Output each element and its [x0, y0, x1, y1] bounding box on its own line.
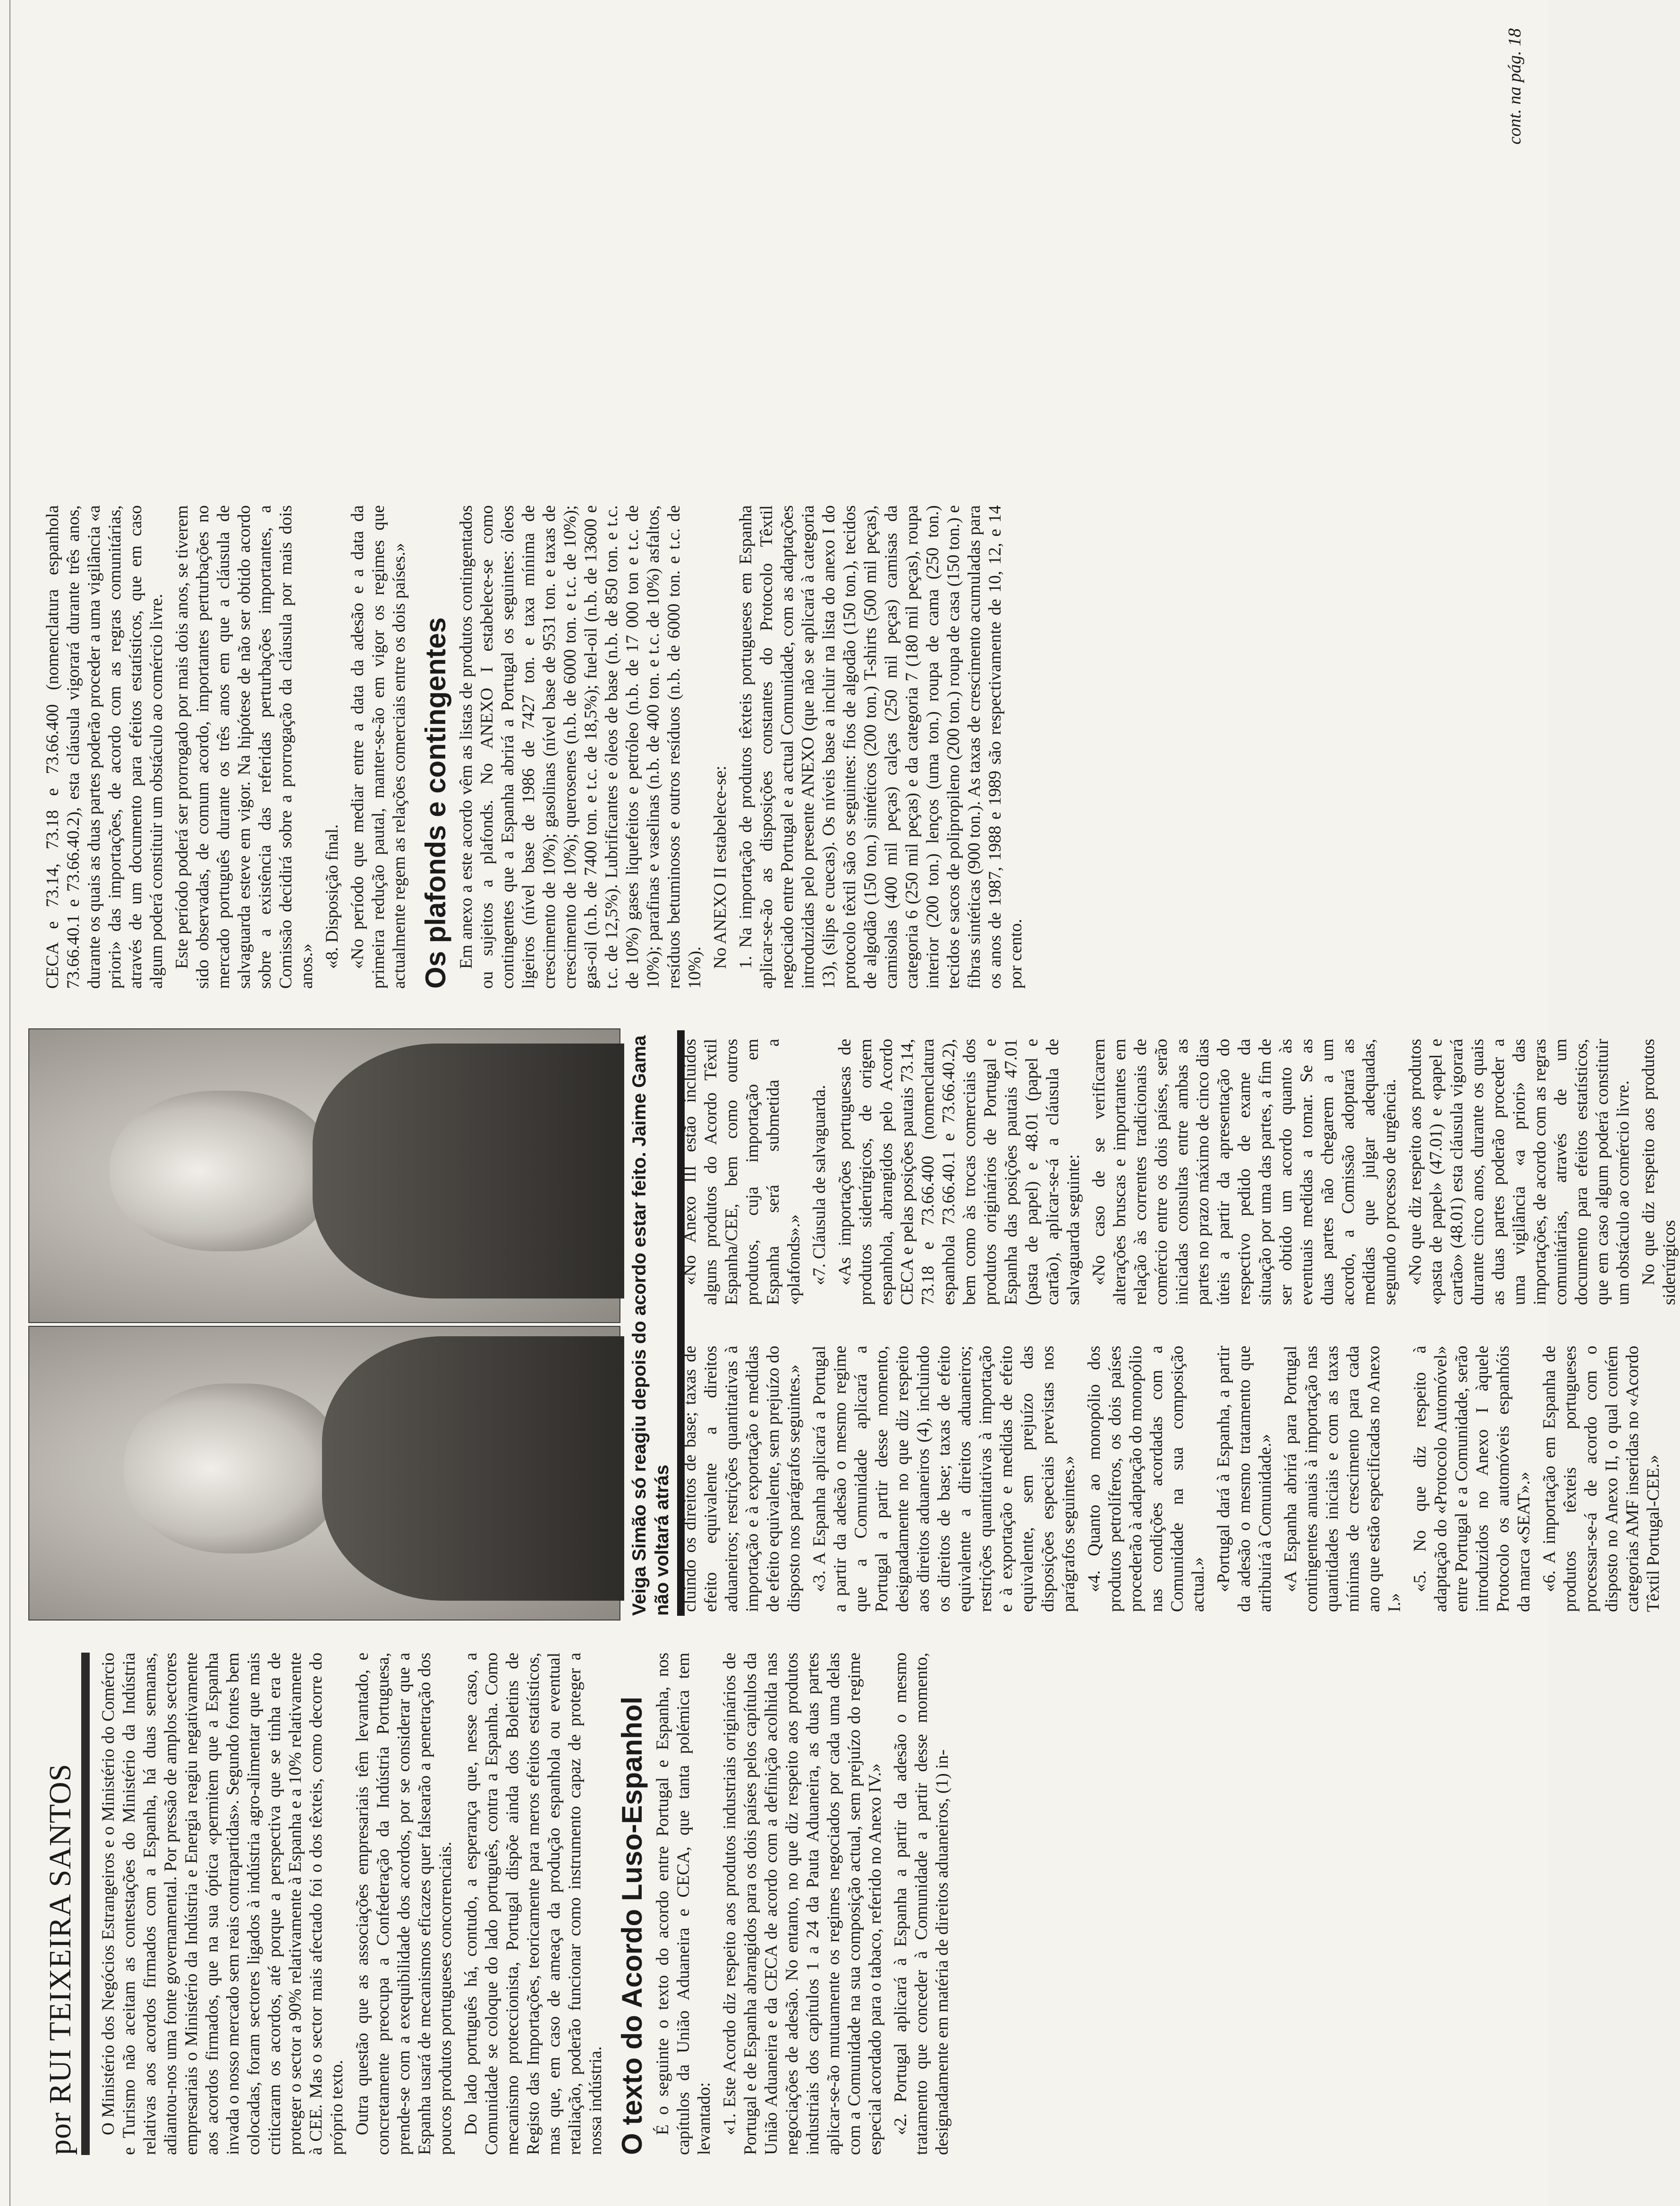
subheading-acordo: O texto do Acordo Luso-Espanhol: [616, 1696, 648, 2155]
paragraph: «As importações portuguesas de produtos siderúrgicos, de origem espanhola, abrangidos pelo Acordo CECA e pelas posições pautais 73.14, 73.18 e 73.66.400 (nomenclatura espanhola 73.66.40.1 e 73.66.40.2), bem como às trocas comerciais dos produtos originários de Portugal e Espanha das posições pautais 47.01 (pasta de papel) e 48.01 (papel e cartão), aplicar-se-á a cláusula de salvaguarda seguinte:: [835, 1039, 1083, 1305]
paragraph: CECA e 73.14, 73.18 e 73.66.400 (nomenclatura espanhola 73.66.40.1 e 73.66.40.2), esta cláusula vigorará durante três anos, durante os quais as duas partes poderão proceder a uma vigilância «a priori» das importações, de acordo com as regras comunitárias, através de um documento para efeitos estatísticos, que em caso algum poderá constituir um obstáculo ao comércio livre.: [43, 505, 166, 989]
column-3: [670, 1021, 1679, 1323]
paragraph: «8. Disposição final.: [322, 824, 342, 969]
paragraph: 1. Na importação de produtos têxteis portugueses em Espanha aplicar-se-ão as disposições constantes do Protocolo Têxtil negociado entre Portugal e a actual Comunidade, com as adaptações introduzidas pelo presente ANEXO (que não se aplicará à categoria 13), (slips e cuecas). Os níveis base a incluir na lista do anexo I do protocolo têxtil são os seguintes: fios de algodão (150 ton.), tecidos de algodão (150 ton.) sintéticos (200 ton.) T-shirts (500 mil peças), camisolas (400 mil peças) calças (250 mil peças) camisas da categoria 6 (250 mil peças) e da categoria 7 (180 mil peças), roupa interior (200 ton.) lenços (uma ton.) roupa de cama (250 ton.) tecidos e sacos de polipropileno (200 ton.) roupa de casa (150 ton.) e fibras sintéticas (900 ton.). As taxas de crescimento acumuladas para os anos de 1987, 1988 e 1989 são respectivamente de 10, 12, e 14 por cento.: [736, 505, 1026, 989]
column-1: [0, 1635, 1549, 2173]
paragraph: No ANEXO II estabelece-se:: [711, 765, 730, 969]
paragraph: «4. Quanto ao monopólio dos produtos petrolíferos, os dois países procederão à adaptação do monopólio nas condições acordadas com a Comunidade na sua composição actual.»: [1085, 1346, 1208, 1612]
paragraph: Em anexo a este acordo vêm as listas de produtos contingentados ou sujeitos a plafonds. No ANEXO I estabelece-se como contingentes que a Espanha abrirá a Portugal os seguintes: óleos ligeiros (nível base de 1986 de 7427 ton. e taxa mínima de crescimento de 10%); gasolinas (nível base de 9531 ton. e taxas de crescimento de 10%); querosenes (n.b. de 6000 ton. e t.c. de 10%); gas-oil (n.b. de 7400 ton. e t.c. de 18,5%); fuel-oil (n.b. de 13600 e t.c. de 12,5%). Lubrificantes e óleos de base (n.b. de 850 ton. e t.c. de 10%) gases liquefeitos e petróleo (n.b. de 17 000 ton e t.c. de 10%); parafinas e vaselinas (n.b. de 400 ton. e t.c. de 10%) asfaltos, resíduos betuminosos e outros resíduos (n.b. de 6000 ton. e t.c. de 10%).: [457, 505, 704, 989]
column-4: [0, 487, 1549, 1007]
paragraph: «3. A Espanha aplicará a Portugal a partir da adesão o mesmo regime que a Comunidade aplicará a Portugal a partir desse momento, designadamente no que diz respeito aos direitos aduaneiros (4), incluindo os direitos de base; taxas de efeito equivalente a direitos aduaneiros; restrições quantitativas à importação e à exportação e medidas de efeito equivalente, sem prejuízo das disposições especiais previstas nos parágrafos seguintes.»: [810, 1346, 1078, 1612]
paragraph: «A Espanha abrirá para Portugal contingentes anuais à importação nas quantidades iniciais e com as taxas mínimas de crescimento para cada ano que estão especificadas no Anexo I.»: [1281, 1346, 1404, 1612]
paragraph: «No caso de se verificarem alterações bruscas e importantes em relação às correntes tradicionais de comércio entre os dois países, serão iniciadas consultas entre ambas as partes no prazo máximo de cinco dias úteis a partir da apresentação do respectivo pedido de exame da situação por uma das partes, a fim de ser obtido um acordo quanto às eventuais medidas a tomar. Se as duas partes não chegarem a um acordo, a Comissão adoptará as medidas que julgar adequadas, segundo o processo de urgência.: [1089, 1039, 1400, 1305]
paragraph: «No período que mediar entre a data da adesão e a data da primeira redução pautal, manter-se-ão em vigor os regimes que actualmente regem as relações comerciais entre os dois países.»: [348, 505, 409, 989]
photo-caption: Veiga Simão só reagiu depois do acordo estar feito. Jaime Gama não voltará atrás: [628, 1030, 685, 1616]
paragraph: «7. Cláusula de salvaguarda.: [810, 1085, 829, 1285]
paragraph: «No Anexo III estão incluídos alguns produtos do Acordo Têxtil Espanha/CEE, bem como outros produtos, cuja importação em Espanha será submetida a «plafonds».»: [680, 1039, 804, 1305]
portrait-body: [313, 1044, 624, 1298]
paragraph: O Ministério dos Negócios Estrangeiros e o Ministério do Comércio e Turismo não aceitam as contestações do Ministério da Indústria relativas aos acordos firmados com a Espanha, há duas semanas, adiantou-nos uma fonte governamental. Por pressão de amplos sectores empresariais o Ministério da Indústria e Energia reagiu negativamente aos acordos firmados, que na sua óptica «permitem que a Espanha invada o nosso mercado sem reais contrapartidas». Segundo fontes bem colocadas, foram sectores ligados à indústria agro-alimentar que mais criticaram os acordos, até porque a perspectiva que se tinha era de proteger o sector a 90% relativamente à Espanha e a 10% relativamente à CEE. Mas o sector mais afectado foi o dos têxteis, como decorre do próprio texto.: [99, 1653, 347, 2155]
portrait-body: [322, 1336, 624, 1601]
paragraph: cluindo os direitos de base; taxas de efeito equivalente a direitos aduaneiros; restrições quantitativas à importação e à exportação e medidas de efeito equivalente, sem prejuízo do disposto nos parágrafos seguintes.»: [680, 1346, 804, 1612]
paragraph: «Portugal dará à Espanha, a partir da adesão o mesmo tratamento que atribuirá à Comunidade.»: [1214, 1346, 1275, 1612]
continued-on-page: cont. na pág. 18: [1505, 28, 1525, 144]
subheading-plafonds: Os plafonds e contingentes: [420, 617, 451, 989]
paragraph: «2. Portugal aplicará à Espanha a partir da adesão o mesmo tratamento que conceder à Comunidade a partir desse momento, designadamente em matéria de direitos aduaneiros, (1) in-: [891, 1653, 952, 2155]
byline: por RUI TEIXEIRA SANTOS: [42, 1653, 90, 2155]
column-2: [670, 1328, 1663, 1630]
paragraph: Outra questão que as associações empresariais têm levantado, e concretamente preocupa a Confederação da Indústria Portuguesa, prende-se com a exequibilidade dos acordos, por se considerar que a Espanha usará de mecanismos eficazes quer falsearão a penetração dos poucos produtos portugueses concorrenciais.: [353, 1653, 455, 2155]
portrait-head: [124, 1383, 341, 1553]
photo-veiga-simao: [28, 1326, 620, 1621]
paragraph: «5. No que diz respeito à adaptação do «Protocolo Automóvel» entre Portugal e a Comunidade, serão introduzidos no Anexo I àquele Protocolo os automóveis espanhóis da marca «SEAT».»: [1410, 1346, 1534, 1612]
photo-jaime-gama: [28, 1028, 620, 1323]
paragraph: Do lado português há, contudo, a esperança que, nesse caso, a Comunidade se coloque do lado português, contra a Espanha. Como mecanismo proteccionista, Portugal dispõe ainda dos Boletins de Registo das Importações, teoricamente para meros efeitos estatísticos, mas que, em caso de ameaça da produção espanhola ou eventual retaliação, poderão funcionar como instrumento capaz de proteger a nossa indústria.: [461, 1653, 605, 2155]
portrait-head: [110, 1091, 331, 1251]
paragraph: No que diz respeito aos produtos siderúrgicos: [1639, 1039, 1679, 1305]
paragraph: Este período poderá ser prorrogado por mais dois anos, se tiverem sido observadas, de comum acordo, importantes perturbações no mercado português durante os três anos em que a cláusula de salvaguarda esteve em vigor. Na hipótese de não ser obtido acordo sobre a existência das referidas perturbações importantes, a Comissão decidirá sobre a prorrogação da cláusula por mais dois anos.»: [172, 505, 316, 989]
paragraph: «1. Este Acordo diz respeito aos produtos industriais originários de Portugal e de Espanha abrangidos para os dois países pelos capítulos da União Aduaneira e da CECA de acordo com a definição acolhida nas negociações de adesão. No entanto, no que diz respeito aos produtos industriais dos capítulos 1 a 24 da Pauta Aduaneira, as duas partes aplicar-se-ão mutuamente os regimes negociados por cada uma delas com a Comunidade na sua composição actual, sem prejuízo do regime especial acordado para o tabaco, referido no Anexo IV.»: [720, 1653, 885, 2155]
paragraph: «6. A importação em Espanha de produtos têxteis portugueses processar-se-á de acordo com o disposto no Anexo II, o qual contém categorias AMF inseridas no «Acordo Têxtil Portugal-CEE.»: [1540, 1346, 1663, 1612]
paragraph: É o seguinte o texto do acordo entre Portugal e Espanha, nos capítulos da União Aduaneira e CECA, que tanta polémica tem levantado:: [653, 1653, 714, 2155]
paragraph: «No que diz respeito aos produtos «pasta de papel» (47.01) e «papel e cartão» (48.01) esta cláusula vigorará durante cinco anos, durante os quais as duas partes poderão proceder a uma vigilância «a priori» das importações, de acordo com as regras comunitárias, através de um documento para efeitos estatísticos, que em caso algum poderá constituir um obstáculo ao comércio livre.: [1406, 1039, 1633, 1305]
